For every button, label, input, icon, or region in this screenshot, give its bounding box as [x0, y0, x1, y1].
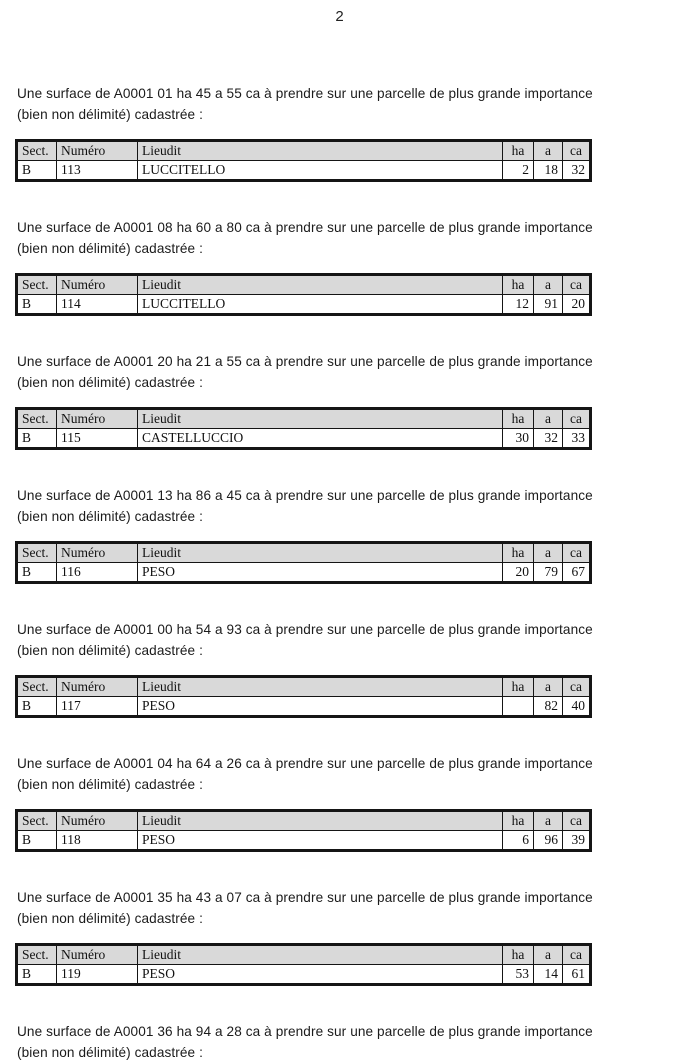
- col-header-lieudit: Lieudit: [138, 275, 503, 295]
- surface-paragraph: [17, 1021, 655, 1063]
- surface-line: (bien non délimité) cadastrée :: [17, 241, 203, 256]
- col-header-ha: ha: [503, 811, 534, 831]
- surface-block: [15, 753, 655, 852]
- surface-paragraph: [17, 351, 655, 393]
- col-header-ha: ha: [503, 275, 534, 295]
- cell-lieudit: PESO: [138, 965, 503, 985]
- cell-sect: B: [17, 161, 57, 181]
- col-header-ca: ca: [563, 409, 591, 429]
- col-header-numero: Numéro: [57, 677, 138, 697]
- cell-numero: 117: [57, 697, 138, 717]
- cell-ha: 53: [503, 965, 534, 985]
- cell-a: 91: [534, 295, 563, 315]
- cell-a: 14: [534, 965, 563, 985]
- cell-ha: 2: [503, 161, 534, 181]
- surface-line: (bien non délimité) cadastrée :: [17, 911, 203, 926]
- surface-line: Une surface de A0001 00 ha 54 a 93 ca à prendre sur une parcelle de plus grande importance: [17, 622, 593, 637]
- surface-line: Une surface de A0001 01 ha 45 a 55 ca à prendre sur une parcelle de plus grande importance: [17, 86, 593, 101]
- col-header-ha: ha: [503, 945, 534, 965]
- cell-ha: 12: [503, 295, 534, 315]
- page-number: 2: [335, 8, 344, 25]
- col-header-numero: Numéro: [57, 945, 138, 965]
- col-header-ha: ha: [503, 409, 534, 429]
- cell-a: 79: [534, 563, 563, 583]
- table-row: [17, 965, 591, 985]
- surface-line: (bien non délimité) cadastrée :: [17, 1045, 203, 1060]
- cell-a: 82: [534, 697, 563, 717]
- surface-paragraph: [17, 753, 655, 795]
- cell-lieudit: CASTELLUCCIO: [138, 429, 503, 449]
- cell-lieudit: LUCCITELLO: [138, 295, 503, 315]
- surface-line: (bien non délimité) cadastrée :: [17, 777, 203, 792]
- table-row: [17, 697, 591, 717]
- cell-numero: 118: [57, 831, 138, 851]
- cell-sect: B: [17, 295, 57, 315]
- surface-line: Une surface de A0001 36 ha 94 a 28 ca à prendre sur une parcelle de plus grande importance: [17, 1024, 593, 1039]
- cell-ca: 61: [563, 965, 591, 985]
- cell-ha: [503, 697, 534, 717]
- col-header-numero: Numéro: [57, 543, 138, 563]
- col-header-a: a: [534, 141, 563, 161]
- document-content: [0, 83, 679, 1063]
- cadastral-table: [15, 943, 592, 986]
- cadastral-table: [15, 273, 592, 316]
- col-header-lieudit: Lieudit: [138, 409, 503, 429]
- cell-lieudit: PESO: [138, 697, 503, 717]
- cadastral-table: [15, 541, 592, 584]
- cell-ha: 30: [503, 429, 534, 449]
- col-header-sect: Sect.: [17, 677, 57, 697]
- col-header-a: a: [534, 409, 563, 429]
- surface-line: Une surface de A0001 04 ha 64 a 26 ca à prendre sur une parcelle de plus grande importance: [17, 756, 593, 771]
- cadastral-table: [15, 675, 592, 718]
- table-header-row: [17, 275, 591, 295]
- surface-line: Une surface de A0001 13 ha 86 a 45 ca à prendre sur une parcelle de plus grande importance: [17, 488, 593, 503]
- cadastral-table: [15, 407, 592, 450]
- cell-sect: B: [17, 831, 57, 851]
- cell-numero: 113: [57, 161, 138, 181]
- cell-a: 18: [534, 161, 563, 181]
- table-header-row: [17, 141, 591, 161]
- table-header-row: [17, 409, 591, 429]
- col-header-numero: Numéro: [57, 275, 138, 295]
- col-header-lieudit: Lieudit: [138, 141, 503, 161]
- table-row: [17, 161, 591, 181]
- surface-block: [15, 485, 655, 584]
- cell-a: 32: [534, 429, 563, 449]
- cell-sect: B: [17, 697, 57, 717]
- cell-numero: 114: [57, 295, 138, 315]
- col-header-numero: Numéro: [57, 811, 138, 831]
- cadastral-table: [15, 139, 592, 182]
- surface-block: [15, 351, 655, 450]
- col-header-ha: ha: [503, 543, 534, 563]
- cadastral-table: [15, 809, 592, 852]
- col-header-a: a: [534, 275, 563, 295]
- cell-ha: 6: [503, 831, 534, 851]
- surface-block: [15, 217, 655, 316]
- cell-lieudit: PESO: [138, 563, 503, 583]
- col-header-a: a: [534, 543, 563, 563]
- surface-block: [15, 83, 655, 182]
- table-header-row: [17, 543, 591, 563]
- col-header-lieudit: Lieudit: [138, 677, 503, 697]
- cell-ca: 40: [563, 697, 591, 717]
- cell-a: 96: [534, 831, 563, 851]
- col-header-sect: Sect.: [17, 945, 57, 965]
- col-header-lieudit: Lieudit: [138, 543, 503, 563]
- cell-sect: B: [17, 563, 57, 583]
- col-header-ca: ca: [563, 141, 591, 161]
- table-header-row: [17, 945, 591, 965]
- cell-ca: 39: [563, 831, 591, 851]
- surface-paragraph: [17, 485, 655, 527]
- col-header-sect: Sect.: [17, 141, 57, 161]
- cell-lieudit: PESO: [138, 831, 503, 851]
- surface-paragraph: [17, 619, 655, 661]
- surface-line: (bien non délimité) cadastrée :: [17, 107, 203, 122]
- col-header-numero: Numéro: [57, 141, 138, 161]
- surface-block: [15, 887, 655, 986]
- cell-ca: 32: [563, 161, 591, 181]
- surface-line: Une surface de A0001 35 ha 43 a 07 ca à prendre sur une parcelle de plus grande importance: [17, 890, 593, 905]
- col-header-ca: ca: [563, 811, 591, 831]
- col-header-sect: Sect.: [17, 543, 57, 563]
- col-header-sect: Sect.: [17, 409, 57, 429]
- surface-line: Une surface de A0001 20 ha 21 a 55 ca à prendre sur une parcelle de plus grande importance: [17, 354, 593, 369]
- surface-line: (bien non délimité) cadastrée :: [17, 509, 203, 524]
- col-header-a: a: [534, 811, 563, 831]
- col-header-ca: ca: [563, 945, 591, 965]
- table-row: [17, 429, 591, 449]
- table-row: [17, 831, 591, 851]
- col-header-lieudit: Lieudit: [138, 811, 503, 831]
- surface-block: [15, 1021, 655, 1063]
- col-header-ca: ca: [563, 677, 591, 697]
- col-header-sect: Sect.: [17, 275, 57, 295]
- col-header-sect: Sect.: [17, 811, 57, 831]
- cell-numero: 116: [57, 563, 138, 583]
- table-row: [17, 295, 591, 315]
- table-header-row: [17, 677, 591, 697]
- cell-sect: B: [17, 965, 57, 985]
- col-header-a: a: [534, 945, 563, 965]
- cell-numero: 115: [57, 429, 138, 449]
- surface-line: Une surface de A0001 08 ha 60 a 80 ca à prendre sur une parcelle de plus grande importance: [17, 220, 593, 235]
- cell-ha: 20: [503, 563, 534, 583]
- surface-paragraph: [17, 217, 655, 259]
- cell-numero: 119: [57, 965, 138, 985]
- col-header-ha: ha: [503, 141, 534, 161]
- surface-line: (bien non délimité) cadastrée :: [17, 643, 203, 658]
- col-header-ca: ca: [563, 543, 591, 563]
- table-header-row: [17, 811, 591, 831]
- cell-ca: 67: [563, 563, 591, 583]
- col-header-a: a: [534, 677, 563, 697]
- cell-sect: B: [17, 429, 57, 449]
- cell-ca: 33: [563, 429, 591, 449]
- col-header-ha: ha: [503, 677, 534, 697]
- table-row: [17, 563, 591, 583]
- surface-block: [15, 619, 655, 718]
- surface-paragraph: [17, 83, 655, 125]
- surface-paragraph: [17, 887, 655, 929]
- col-header-numero: Numéro: [57, 409, 138, 429]
- surface-line: (bien non délimité) cadastrée :: [17, 375, 203, 390]
- cell-lieudit: LUCCITELLO: [138, 161, 503, 181]
- col-header-lieudit: Lieudit: [138, 945, 503, 965]
- col-header-ca: ca: [563, 275, 591, 295]
- cell-ca: 20: [563, 295, 591, 315]
